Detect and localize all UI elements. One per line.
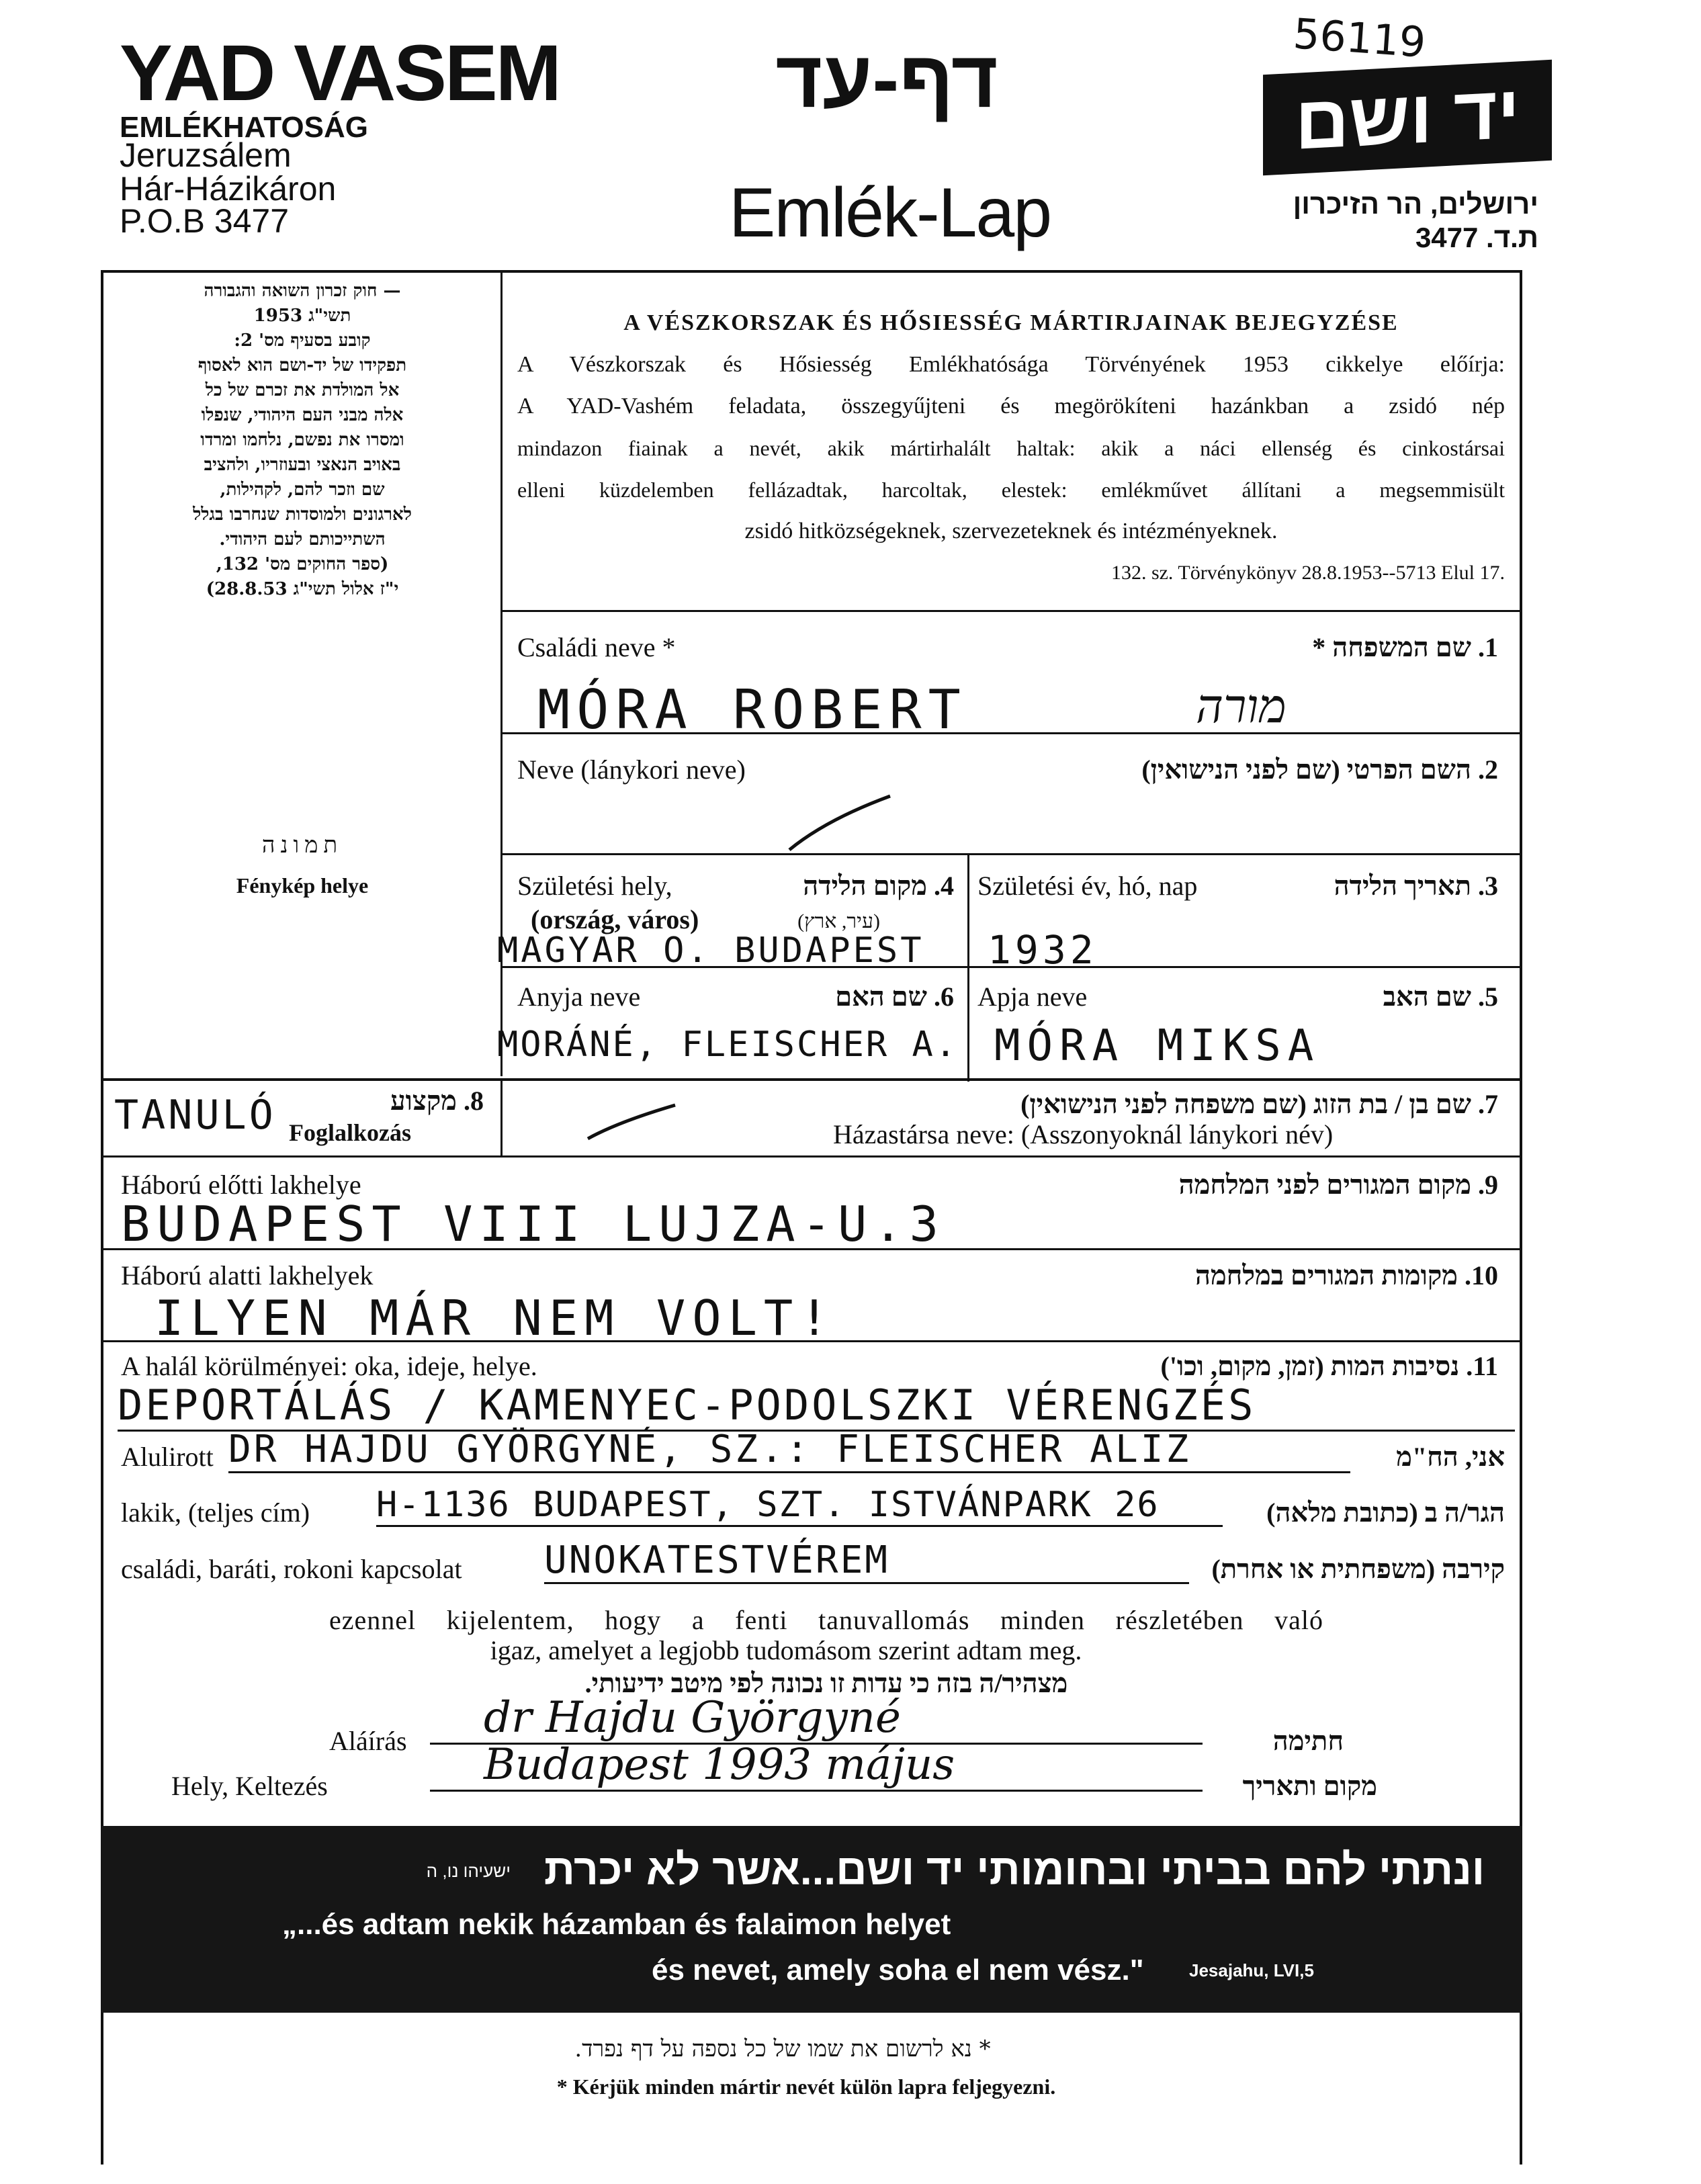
photo-label-hu: Fénykép helye [236, 873, 369, 898]
row-divider-3 [500, 853, 1522, 855]
f3-value: 1932 [988, 927, 1098, 973]
law-line: תשי"ג 1953 [253, 306, 351, 326]
address-label-he: הגר/ה ב (כתובת מלאה) [1266, 1497, 1505, 1528]
address-street: Hár-Házikáron [120, 170, 337, 208]
f1-value: MÓRA ROBERT [537, 679, 967, 741]
intro-heading: A VÉSZKORSZAK ÉS HŐSIESSÉG MÁRTIRJAINAK BEJEGYZÉSE [623, 310, 1399, 335]
banner-hu-ref: Jesajahu, LVI,5 [1189, 1960, 1314, 1980]
f3-label-hu: Születési év, hó, nap [977, 871, 1198, 901]
law-line: אל המולדת את זכרם של כל [205, 380, 400, 400]
f4-label-he-2: (עיר, ארץ) [797, 910, 880, 932]
f6-value: MORÁNÉ, FLEISCHER A. [497, 1024, 959, 1065]
f9-label-he: 9. מקום המגורים לפני המלחמה [1178, 1170, 1498, 1200]
f9-label-hu: Háború előtti lakhelye [121, 1170, 361, 1200]
f8-label-he: 8. מקצוע [390, 1086, 484, 1116]
f7-label-he: 7. שם בן / בת הזוג (שם משפחה לפני הנישואין) [1020, 1089, 1498, 1119]
f5-label-he: 5. שם האב [1383, 981, 1498, 1012]
intro-line-1: A Vészkorszak és Hősiesség Emlékhatósága Törvényének 1953 cikkelye előírja: [517, 352, 1505, 377]
f7-dash-mark [584, 1102, 679, 1142]
footer-note-he: * נא לרשום את שמו של כל נספה על דף נפרד. [574, 2036, 991, 2062]
quote-banner [101, 1826, 1522, 2013]
f4-label-hu-2: (ország, város) [531, 904, 699, 934]
law-line: שם וזכר להם, לקהילות, [220, 480, 385, 500]
statement-line-1: ezennel kijelentem, hogy a fenti tanuvallomás minden részletében való [329, 1605, 1323, 1635]
signature-label-he: חתימה [1272, 1726, 1344, 1756]
signature-value: dr Hajdu Györgyné [430, 1693, 1203, 1745]
address-value: H-1136 BUDAPEST, SZT. ISTVÁNPARK 26 [376, 1485, 1223, 1527]
f9-value: BUDAPEST VIII LUJZA-U.3 [121, 1196, 945, 1252]
statement-he: מצהיר/ה בזה כי עדות זו נכונה לפי מיטב ידיעותי. [584, 1668, 1068, 1698]
banner-hu-line-1: „...és adtam nekik házamban és falaimon helyet [282, 1908, 951, 1941]
f6-label-hu: Anyja neve [517, 981, 641, 1012]
f10-label-hu: Háború alatti lakhelyek [121, 1260, 374, 1291]
logo-text: יד ושם [1295, 69, 1520, 165]
f1-label-hu: Családi neve * [517, 632, 676, 662]
f8-label-hu: Foglalkozás [289, 1119, 412, 1146]
banner-hebrew: ונתתי להם בביתי ובחומותי יד ושם...אשר לא יכרת [543, 1845, 1485, 1894]
intro-line-4: elleni küzdelemben fellázadtak, harcoltak, elestek: emlékművet állítani a megsemmisült [517, 478, 1505, 502]
footer-note-hu: * Kérjük minden mártir nevét külön lapra feljegyezni. [556, 2074, 1056, 2099]
logo-box [1263, 60, 1552, 176]
signature-label-hu: Aláírás [329, 1726, 407, 1756]
place-value: Budapest 1993 május [430, 1740, 1203, 1792]
law-line: קובע בסעיף מס' 2: [234, 331, 371, 351]
f7-label-hu: Házastársa neve: (Asszonyoknál lánykori név) [833, 1119, 1334, 1149]
f4-label-hu: Születési hely, [517, 871, 672, 901]
f11-label-hu: A halál körülményei: oka, ideje, helye. [121, 1351, 537, 1381]
f2-label-hu: Neve (lánykori neve) [517, 754, 746, 785]
law-line: — חוק זכרון השואה והגבורה [204, 281, 401, 301]
f10-value: ILYEN MÁR NEM VOLT! [155, 1290, 836, 1346]
intro-citation: 132. sz. Törvénykönyv 28.8.1953--5713 Elul 17. [1110, 562, 1505, 584]
relation-label-hu: családi, baráti, rokoni kapcsolat [121, 1554, 462, 1584]
f5-value: MÓRA MIKSA [994, 1021, 1321, 1071]
f10-label-he: 10. מקומות המגורים במלחמה [1194, 1260, 1498, 1291]
hebrew-pob: ת.ד. 3477 [1415, 222, 1538, 253]
law-line: (ספר החוקים מס' 132, [216, 554, 389, 574]
f5-label-hu: Apja neve [977, 981, 1088, 1012]
undersigned-label-hu: Alulirott [121, 1442, 214, 1472]
f8-value: TANULÓ [114, 1092, 276, 1139]
address-pob: P.O.B 3477 [120, 202, 290, 240]
f11-value: DEPORTÁLÁS / KAMENYEC-PODOLSZKI VÉRENGZÉS [118, 1381, 1515, 1432]
banner-hebrew-ref: ישעיהו נו, ה [426, 1861, 511, 1881]
f1-value-he: מורה [1196, 679, 1286, 734]
f1-label-he: 1. שם המשפחה * [1312, 632, 1498, 662]
statement-line-2: igaz, amelyet a legjobb tudomásom szerint adtam meg. [490, 1635, 1082, 1665]
law-line: לארגונים ולמוסדות שנחרבו בגלל [193, 505, 412, 525]
relation-label-he: קירבה (משפחתית או אחרת) [1211, 1554, 1505, 1584]
address-city: Jeruzsálem [120, 136, 292, 174]
serial-number: 56119 [1291, 9, 1428, 67]
row-divider-6 [101, 1155, 1522, 1157]
law-text [114, 279, 490, 602]
form-title: Emlék-Lap [729, 174, 1051, 252]
law-line: באויב הנאצי ובעוזריו, ולהציב [204, 455, 401, 475]
hebrew-address: ירושלים, הר הזיכרון [1293, 188, 1538, 220]
org-sub: EMLÉKHATOSÁG [120, 111, 368, 144]
law-line: י"ז אלול תשי"ג 28.8.53) [206, 579, 399, 599]
row-divider-1 [500, 610, 1522, 612]
intro-line-3: mindazon fiainak a nevét, akik mártirhalált haltak: akik a náci ellenség és cinkostársai [517, 436, 1505, 460]
law-line: השתייכותם לעם היהודי. [219, 529, 386, 550]
frame-top [101, 270, 1522, 273]
photo-label-he: תמונה [261, 833, 343, 858]
occupation-divider [500, 1078, 503, 1157]
hebrew-title: דף-עד [775, 34, 998, 124]
intro-line-2: A YAD-Vashém feladata, összegyűjteni és megörökíteni hazánkban a zsidó nép [517, 394, 1505, 419]
intro-line-5: zsidó hitközségeknek, szervezeteknek és intézményeknek. [744, 519, 1278, 543]
place-label-he: מקום ותאריך [1242, 1771, 1377, 1801]
f4-value: MAGYAR O. BUDAPEST [497, 930, 924, 971]
row-divider-5 [101, 1078, 1522, 1081]
org-name: YAD VASEM [120, 29, 560, 118]
law-line: תפקידו של יד-ושם הוא לאסוף [198, 355, 407, 376]
f6-label-he: 6. שם האם [835, 981, 954, 1012]
f2-dash-mark [786, 793, 893, 853]
address-label-hu: lakik, (teljes cím) [121, 1497, 310, 1528]
law-line: ומסרו את נפשם, נלחמו ומרדו [200, 430, 404, 450]
f11-label-he: 11. נסיבות המות (זמן, מקום, וכו') [1160, 1351, 1498, 1381]
undersigned-value: DR HAJDU GYÖRGYNÉ, SZ.: FLEISCHER ALIZ [228, 1428, 1350, 1473]
intro-block [517, 302, 1505, 594]
banner-hu-line-2: és nevet, amely soha el nem vész." [652, 1954, 1144, 1986]
f4-label-he: 4. מקום הלידה [803, 871, 954, 901]
place-label-hu: Hely, Keltezés [171, 1771, 328, 1801]
f2-label-he: 2. השם הפרטי (שם לפני הנישואין) [1141, 754, 1498, 785]
relation-value: UNOKATESTVÉREM [544, 1538, 1189, 1584]
f3-label-he: 3. תאריך הלידה [1334, 871, 1498, 901]
law-line: אלה מבני העם היהודי, שנפלו [201, 405, 404, 425]
undersigned-label-he: אני, הח"מ [1396, 1442, 1505, 1472]
